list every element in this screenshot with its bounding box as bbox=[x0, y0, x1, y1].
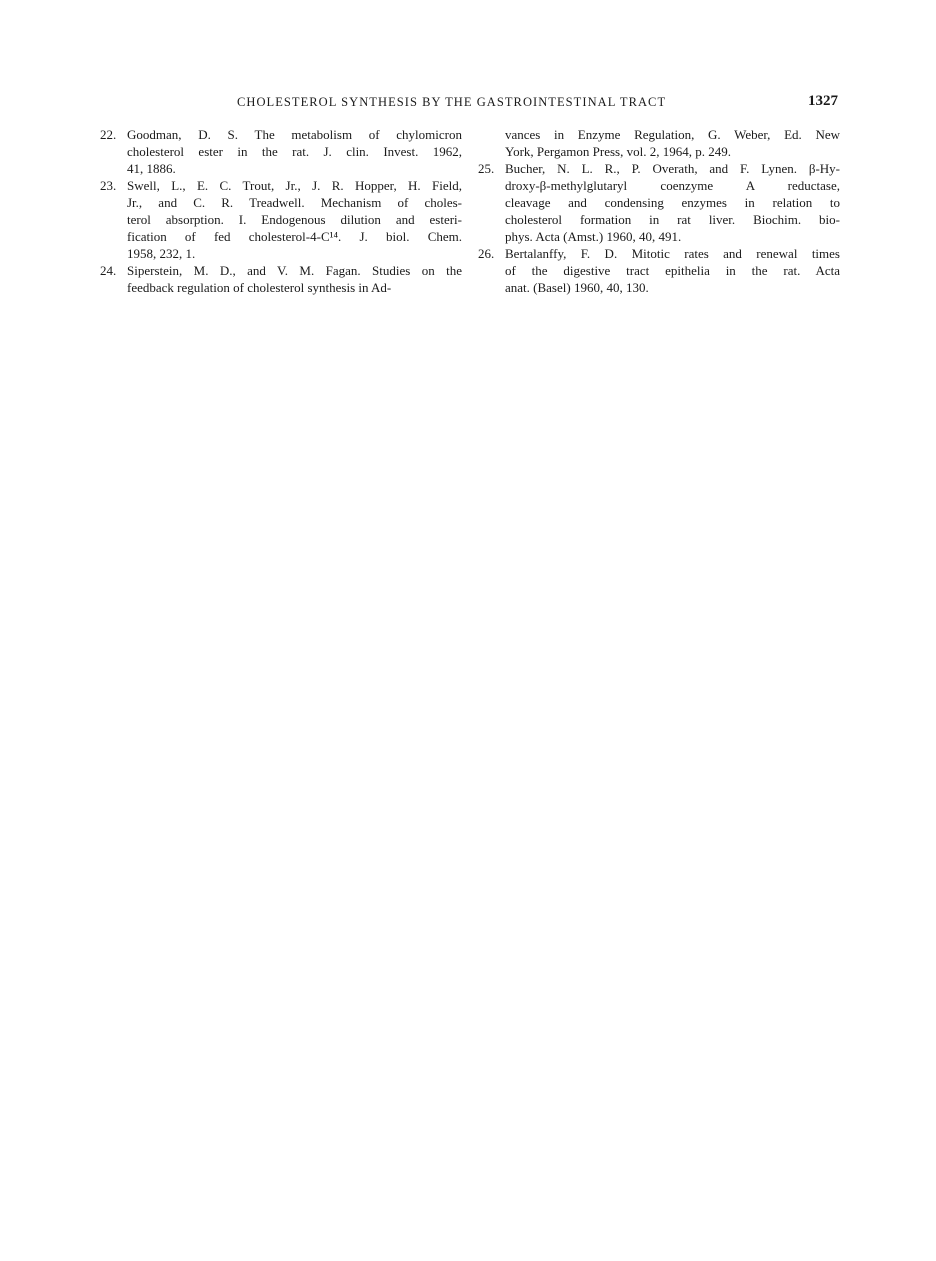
reference-line-text: Bucher, N. L. R., P. Overath, and F. Lynen. β-Hy- bbox=[505, 161, 840, 176]
reference-line: York, Pergamon Press, vol. 2, 1964, p. 249. bbox=[505, 144, 731, 159]
reference-number: 23. bbox=[100, 178, 117, 193]
reference-line: cholesterol formation in rat liver. Biochim. bio- bbox=[505, 212, 840, 227]
reference-number: 26. bbox=[478, 246, 495, 261]
reference-line-text: Swell, L., E. C. Trout, Jr., J. R. Hopper, H. Field, bbox=[127, 178, 462, 193]
reference-line: of the digestive tract epithelia in the rat. Acta bbox=[505, 263, 840, 278]
reference-first-line bbox=[100, 262, 462, 279]
running-head bbox=[100, 93, 840, 113]
reference-first-line bbox=[100, 177, 462, 194]
reference-line: Jr., and C. R. Treadwell. Mechanism of choles- bbox=[127, 195, 462, 210]
reference-number: 24. bbox=[100, 263, 117, 278]
reference-first-line bbox=[478, 245, 840, 262]
reference-entry bbox=[100, 262, 462, 296]
reference-line: droxy-β-methylglutaryl coenzyme A reductase, bbox=[505, 178, 840, 193]
reference-number: 22. bbox=[100, 127, 117, 142]
reference-entry bbox=[478, 245, 840, 296]
reference-first-line bbox=[100, 126, 462, 143]
reference-line: 41, 1886. bbox=[127, 161, 176, 176]
reference-line: fication of fed cholesterol-4-C¹⁴. J. biol. Chem. bbox=[127, 229, 462, 244]
reference-line: terol absorption. I. Endogenous dilution and esteri- bbox=[127, 212, 462, 227]
reference-entry bbox=[100, 177, 462, 262]
reference-line-text: Siperstein, M. D., and V. M. Fagan. Studies on the bbox=[127, 263, 462, 278]
reference-line: 1958, 232, 1. bbox=[127, 246, 196, 261]
reference-entry bbox=[478, 126, 840, 160]
reference-line: vances in Enzyme Regulation, G. Weber, Ed. New bbox=[505, 127, 840, 142]
references-column-left bbox=[100, 126, 462, 296]
reference-line-text: Bertalanffy, F. D. Mitotic rates and renewal times bbox=[505, 246, 840, 261]
reference-line: cholesterol ester in the rat. J. clin. Invest. 1962, bbox=[127, 144, 462, 159]
reference-line: feedback regulation of cholesterol synthesis in Ad- bbox=[127, 280, 392, 295]
reference-number: 25. bbox=[478, 161, 495, 176]
reference-entry bbox=[100, 126, 462, 177]
reference-entry bbox=[478, 160, 840, 245]
references-column-right bbox=[478, 126, 840, 296]
reference-line: cleavage and condensing enzymes in relation to bbox=[505, 195, 840, 210]
reference-line-text: Goodman, D. S. The metabolism of chylomicron bbox=[127, 127, 462, 142]
reference-line: phys. Acta (Amst.) 1960, 40, 491. bbox=[505, 229, 682, 244]
reference-line: anat. (Basel) 1960, 40, 130. bbox=[505, 280, 649, 295]
running-title: CHOLESTEROL SYNTHESIS BY THE GASTROINTESTINAL TRACT bbox=[237, 95, 667, 109]
page-number: 1327 bbox=[808, 93, 838, 109]
reference-first-line bbox=[478, 160, 840, 177]
